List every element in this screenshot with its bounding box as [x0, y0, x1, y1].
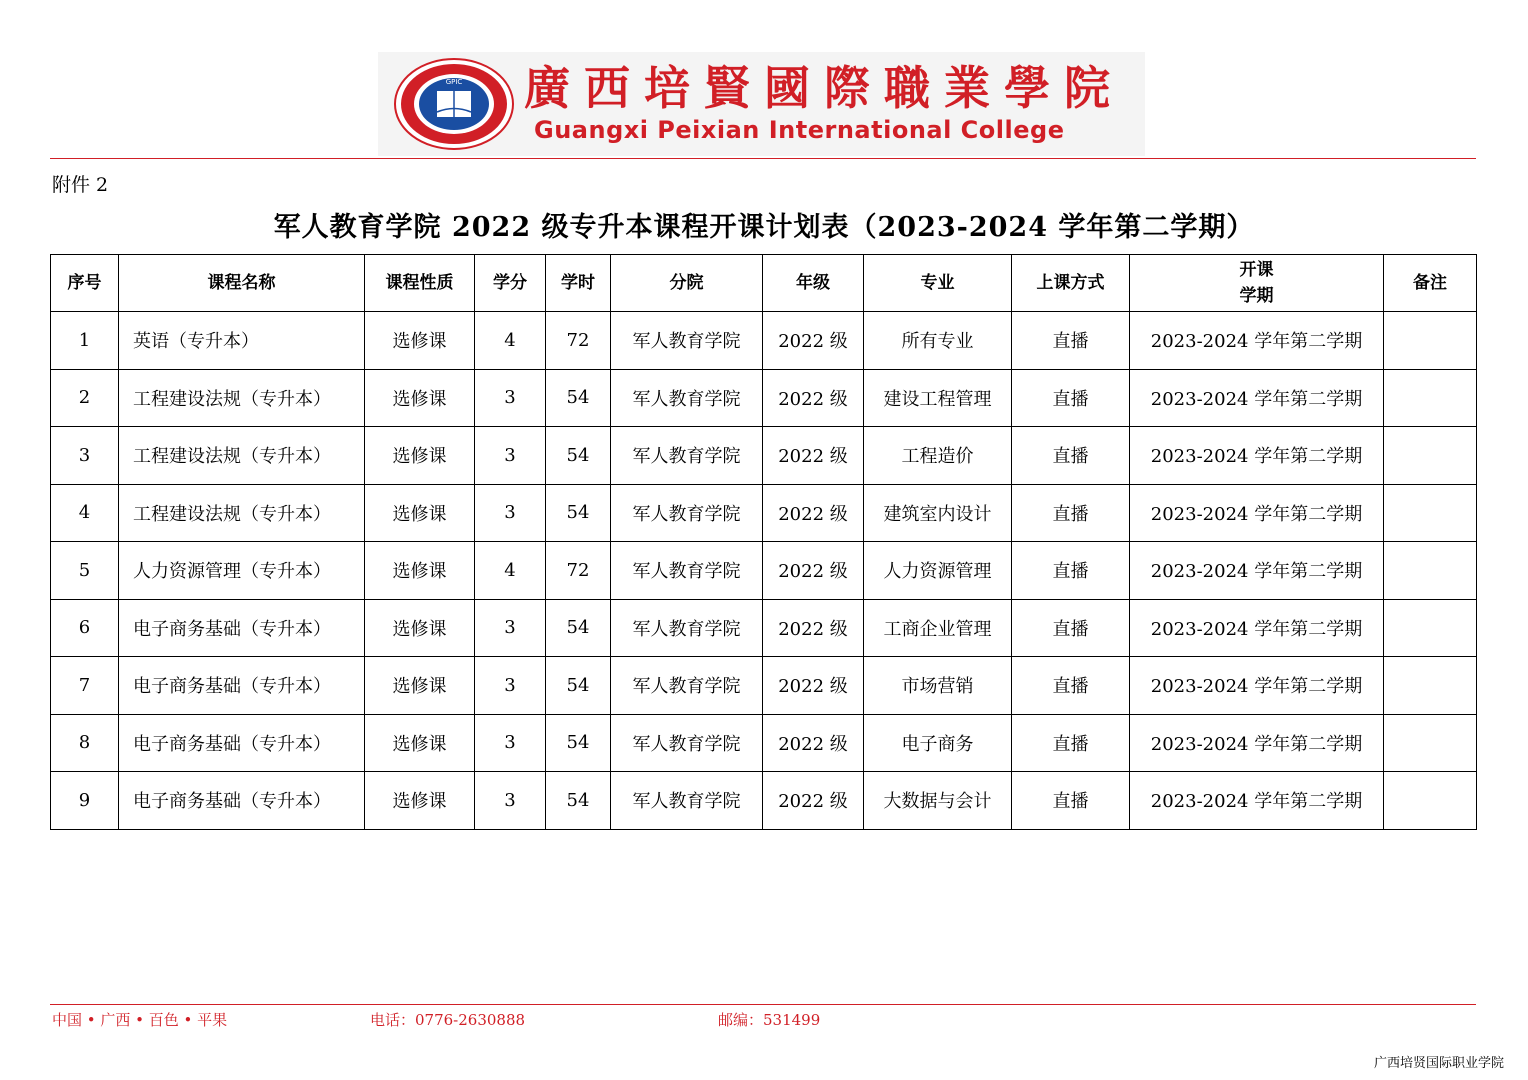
col-header: 年级: [763, 255, 864, 312]
table-cell: 4: [51, 484, 119, 542]
table-cell: 人力资源管理: [864, 542, 1012, 600]
table-cell: 3: [475, 484, 546, 542]
table-cell: 人力资源管理（专升本）: [119, 542, 365, 600]
table-row: [51, 312, 1477, 370]
table-cell: 2023-2024 学年第二学期: [1130, 714, 1384, 772]
table-cell: 2023-2024 学年第二学期: [1130, 542, 1384, 600]
footer-postcode: 邮编：531499: [718, 1011, 821, 1029]
table-cell: [1384, 427, 1477, 485]
table-cell: 4: [475, 312, 546, 370]
college-name-chinese: 廣西培賢國際職業學院: [524, 61, 1124, 115]
college-name-english: Guangxi Peixian International College: [534, 116, 1065, 144]
table-cell: 直播: [1012, 484, 1130, 542]
table-cell: 5: [51, 542, 119, 600]
table-cell: 1: [51, 312, 119, 370]
table-cell: 直播: [1012, 772, 1130, 830]
footer-watermark: 广西培贤国际职业学院: [1373, 1056, 1504, 1071]
table-cell: 军人教育学院: [611, 714, 763, 772]
table-cell: 军人教育学院: [611, 772, 763, 830]
col-header: 学时: [546, 255, 611, 312]
table-cell: 所有专业: [864, 312, 1012, 370]
table-cell: 军人教育学院: [611, 599, 763, 657]
table-cell: 2022 级: [763, 599, 864, 657]
table-cell: 选修课: [365, 657, 475, 715]
table-cell: 54: [546, 657, 611, 715]
table-cell: [1384, 772, 1477, 830]
table-header-row: [51, 255, 1477, 312]
table-cell: 直播: [1012, 369, 1130, 427]
table-cell: 军人教育学院: [611, 542, 763, 600]
table-cell: [1384, 484, 1477, 542]
table-cell: 54: [546, 714, 611, 772]
col-header: 开课 学期: [1130, 255, 1384, 312]
table-cell: 直播: [1012, 542, 1130, 600]
table-row: [51, 484, 1477, 542]
table-cell: 9: [51, 772, 119, 830]
table-cell: 选修课: [365, 427, 475, 485]
course-plan-table: [50, 254, 1477, 830]
table-cell: [1384, 312, 1477, 370]
table-cell: 工程建设法规（专升本）: [119, 484, 365, 542]
table-cell: 军人教育学院: [611, 484, 763, 542]
col-header: 备注: [1384, 255, 1477, 312]
table-cell: 直播: [1012, 657, 1130, 715]
col-header: 专业: [864, 255, 1012, 312]
attachment-label: 附件 2: [52, 174, 109, 196]
table-cell: 直播: [1012, 312, 1130, 370]
college-seal-logo: [393, 57, 515, 151]
table-cell: 3: [475, 714, 546, 772]
header-divider: [50, 158, 1476, 159]
table-cell: 选修课: [365, 772, 475, 830]
footer-address: 中国 • 广西 • 百色 • 平果: [52, 1011, 228, 1029]
table-cell: [1384, 542, 1477, 600]
table-row: [51, 542, 1477, 600]
col-header: 分院: [611, 255, 763, 312]
table-cell: 2022 级: [763, 484, 864, 542]
table-cell: 4: [475, 542, 546, 600]
table-cell: 电子商务基础（专升本）: [119, 657, 365, 715]
table-cell: 2023-2024 学年第二学期: [1130, 657, 1384, 715]
table-cell: 2023-2024 学年第二学期: [1130, 484, 1384, 542]
table-cell: 54: [546, 772, 611, 830]
table-cell: 72: [546, 542, 611, 600]
table-row: [51, 427, 1477, 485]
table-cell: 工程建设法规（专升本）: [119, 369, 365, 427]
table-cell: 选修课: [365, 714, 475, 772]
table-row: [51, 772, 1477, 830]
table-cell: 大数据与会计: [864, 772, 1012, 830]
table-cell: 电子商务基础（专升本）: [119, 772, 365, 830]
table-cell: 军人教育学院: [611, 369, 763, 427]
table-cell: 2022 级: [763, 657, 864, 715]
table-cell: 选修课: [365, 369, 475, 427]
col-header: 课程名称: [119, 255, 365, 312]
table-cell: 2022 级: [763, 369, 864, 427]
table-cell: 工商企业管理: [864, 599, 1012, 657]
table-cell: 3: [475, 427, 546, 485]
table-cell: 选修课: [365, 312, 475, 370]
college-banner: [378, 52, 1145, 156]
table-cell: 3: [475, 369, 546, 427]
table-cell: 2022 级: [763, 714, 864, 772]
table-cell: 2023-2024 学年第二学期: [1130, 369, 1384, 427]
table-cell: 3: [475, 657, 546, 715]
table-cell: 54: [546, 427, 611, 485]
col-header: 学分: [475, 255, 546, 312]
table-cell: 2023-2024 学年第二学期: [1130, 772, 1384, 830]
table-cell: 54: [546, 484, 611, 542]
table-cell: 选修课: [365, 484, 475, 542]
table-cell: 2023-2024 学年第二学期: [1130, 312, 1384, 370]
document-title: 军人教育学院 2022 级专升本课程开课计划表（2023-2024 学年第二学期）: [273, 212, 1255, 243]
table-row: [51, 599, 1477, 657]
table-cell: 72: [546, 312, 611, 370]
table-row: [51, 714, 1477, 772]
footer-divider: [50, 1004, 1476, 1005]
table-cell: 工程造价: [864, 427, 1012, 485]
table-cell: 直播: [1012, 714, 1130, 772]
table-row: [51, 657, 1477, 715]
table-cell: [1384, 599, 1477, 657]
table-cell: 选修课: [365, 542, 475, 600]
table-cell: 电子商务基础（专升本）: [119, 599, 365, 657]
col-header: 上课方式: [1012, 255, 1130, 312]
table-cell: 7: [51, 657, 119, 715]
table-cell: 英语（专升本）: [119, 312, 365, 370]
table-cell: 2: [51, 369, 119, 427]
table-cell: 电子商务: [864, 714, 1012, 772]
table-row: [51, 369, 1477, 427]
table-cell: 2022 级: [763, 542, 864, 600]
table-cell: 市场营销: [864, 657, 1012, 715]
footer-phone: 电话：0776-2630888: [370, 1011, 526, 1029]
table-cell: 军人教育学院: [611, 312, 763, 370]
svg-text:GPIC: GPIC: [445, 78, 463, 86]
table-cell: 直播: [1012, 427, 1130, 485]
table-cell: 54: [546, 599, 611, 657]
table-cell: 军人教育学院: [611, 657, 763, 715]
table-cell: [1384, 714, 1477, 772]
table-cell: 3: [475, 772, 546, 830]
table-cell: 工程建设法规（专升本）: [119, 427, 365, 485]
table-cell: 建设工程管理: [864, 369, 1012, 427]
table-cell: 2023-2024 学年第二学期: [1130, 427, 1384, 485]
table-cell: 2023-2024 学年第二学期: [1130, 599, 1384, 657]
col-header: 序号: [51, 255, 119, 312]
table-cell: 选修课: [365, 599, 475, 657]
table-cell: 直播: [1012, 599, 1130, 657]
table-cell: 2022 级: [763, 427, 864, 485]
table-cell: [1384, 657, 1477, 715]
table-cell: [1384, 369, 1477, 427]
table-cell: 军人教育学院: [611, 427, 763, 485]
table-cell: 8: [51, 714, 119, 772]
table-cell: 电子商务基础（专升本）: [119, 714, 365, 772]
table-cell: 2022 级: [763, 772, 864, 830]
table-cell: 54: [546, 369, 611, 427]
table-cell: 建筑室内设计: [864, 484, 1012, 542]
table-cell: 2022 级: [763, 312, 864, 370]
table-cell: 3: [475, 599, 546, 657]
table-cell: 6: [51, 599, 119, 657]
table-cell: 3: [51, 427, 119, 485]
col-header: 课程性质: [365, 255, 475, 312]
